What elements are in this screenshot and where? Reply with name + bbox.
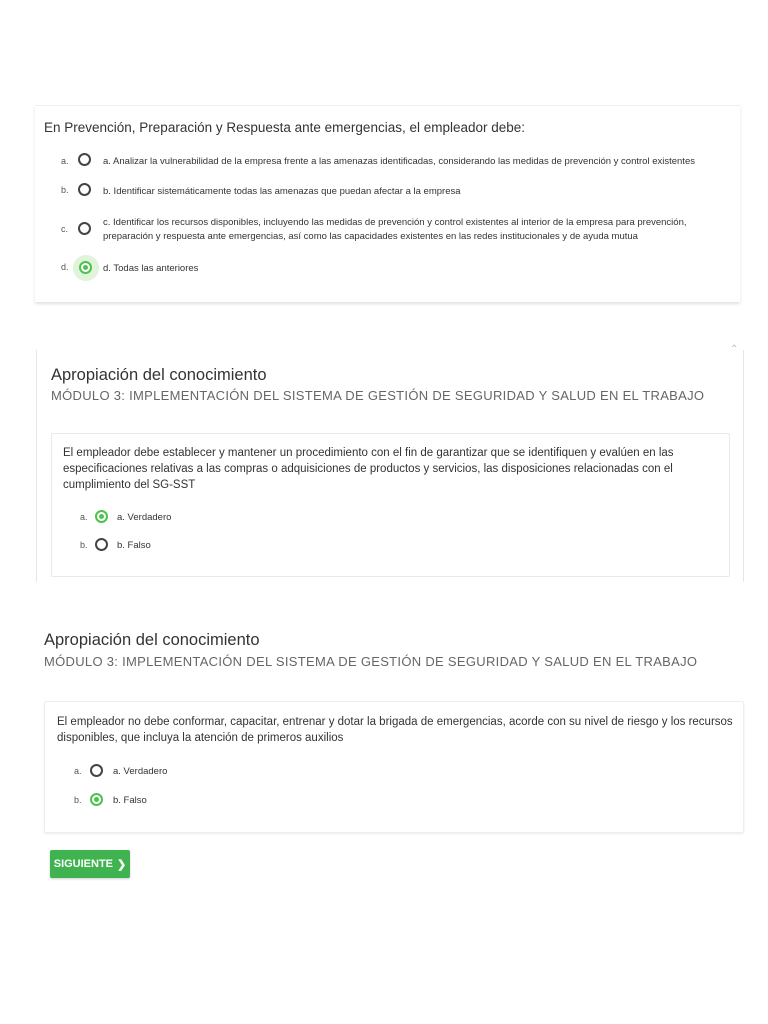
radio-option-c[interactable] bbox=[78, 222, 91, 235]
radio-option-a[interactable] bbox=[95, 510, 108, 523]
option-letter-d: d. bbox=[61, 262, 69, 272]
section-subtitle: MÓDULO 3: IMPLEMENTACIÓN DEL SISTEMA DE GESTIÓN DE SEGURIDAD Y SALUD EN EL TRABAJO bbox=[44, 654, 698, 669]
question-card-1 bbox=[35, 105, 740, 302]
section-subtitle: MÓDULO 3: IMPLEMENTACIÓN DEL SISTEMA DE GESTIÓN DE SEGURIDAD Y SALUD EN EL TRABAJO bbox=[51, 388, 705, 403]
next-button[interactable] bbox=[50, 850, 130, 878]
chevron-up-icon[interactable]: ⌃ bbox=[730, 344, 739, 355]
radio-option-b[interactable] bbox=[78, 183, 91, 196]
option-label-a[interactable]: a. Verdadero bbox=[113, 766, 168, 777]
chevron-right-icon: ❯ bbox=[117, 858, 127, 871]
radio-option-b[interactable] bbox=[90, 793, 103, 806]
option-label-a[interactable]: a. Analizar la vulnerabilidad de la empresa frente a las amenazas identificadas, considerando las medidas de prevención y control existentes bbox=[103, 156, 695, 167]
option-label-b[interactable]: b. Falso bbox=[117, 540, 151, 551]
radio-option-d[interactable] bbox=[79, 261, 92, 274]
option-label-b[interactable]: b. Falso bbox=[113, 795, 147, 806]
option-letter-b: b. bbox=[80, 540, 88, 550]
section-title: Apropiación del conocimiento bbox=[51, 366, 267, 384]
question-statement: El empleador no debe conformar, capacitar, entrenar y dotar la brigada de emergencias, acorde con su nivel de riesgo y los recursos disponibles, que incluya la atención de primeros auxilios bbox=[57, 716, 733, 744]
option-letter-a: a. bbox=[74, 766, 82, 776]
option-letter-a: a. bbox=[80, 512, 88, 522]
option-letter-b: b. bbox=[74, 795, 82, 805]
option-letter-b: b. bbox=[61, 185, 69, 195]
question-card-2 bbox=[51, 433, 730, 577]
section-title: Apropiación del conocimiento bbox=[44, 631, 260, 649]
question-card-3 bbox=[44, 701, 744, 833]
radio-option-a[interactable] bbox=[78, 153, 91, 166]
option-label-d[interactable]: d. Todas las anteriores bbox=[103, 263, 199, 274]
next-button-label: SIGUIENTE bbox=[53, 858, 114, 870]
option-label-a[interactable]: a. Verdadero bbox=[117, 512, 172, 523]
question-prompt: En Prevención, Preparación y Respuesta ante emergencias, el empleador debe: bbox=[44, 120, 526, 135]
option-label-c[interactable]: c. Identificar los recursos disponibles, incluyendo las medidas de prevención y control existentes al interior de la empresa para prevención, preparación y respuesta ante emergencias, así como las capacidades existentes en las redes institucionales y de ayuda mutua bbox=[103, 217, 687, 242]
option-letter-a: a. bbox=[61, 156, 69, 166]
option-letter-c: c. bbox=[61, 224, 69, 234]
radio-option-b[interactable] bbox=[95, 538, 108, 551]
radio-option-a[interactable] bbox=[90, 764, 103, 777]
option-label-b[interactable]: b. Identificar sistemáticamente todas las amenazas que puedan afectar a la empresa bbox=[103, 186, 461, 197]
question-statement: El empleador debe establecer y mantener un procedimiento con el fin de garantizar que se identifiquen y evalúen en las especificaciones relativas a las compras o adquisiciones de productos y servicios, las disposiciones relacionadas con el cumplimiento del SG-SST bbox=[63, 447, 674, 491]
